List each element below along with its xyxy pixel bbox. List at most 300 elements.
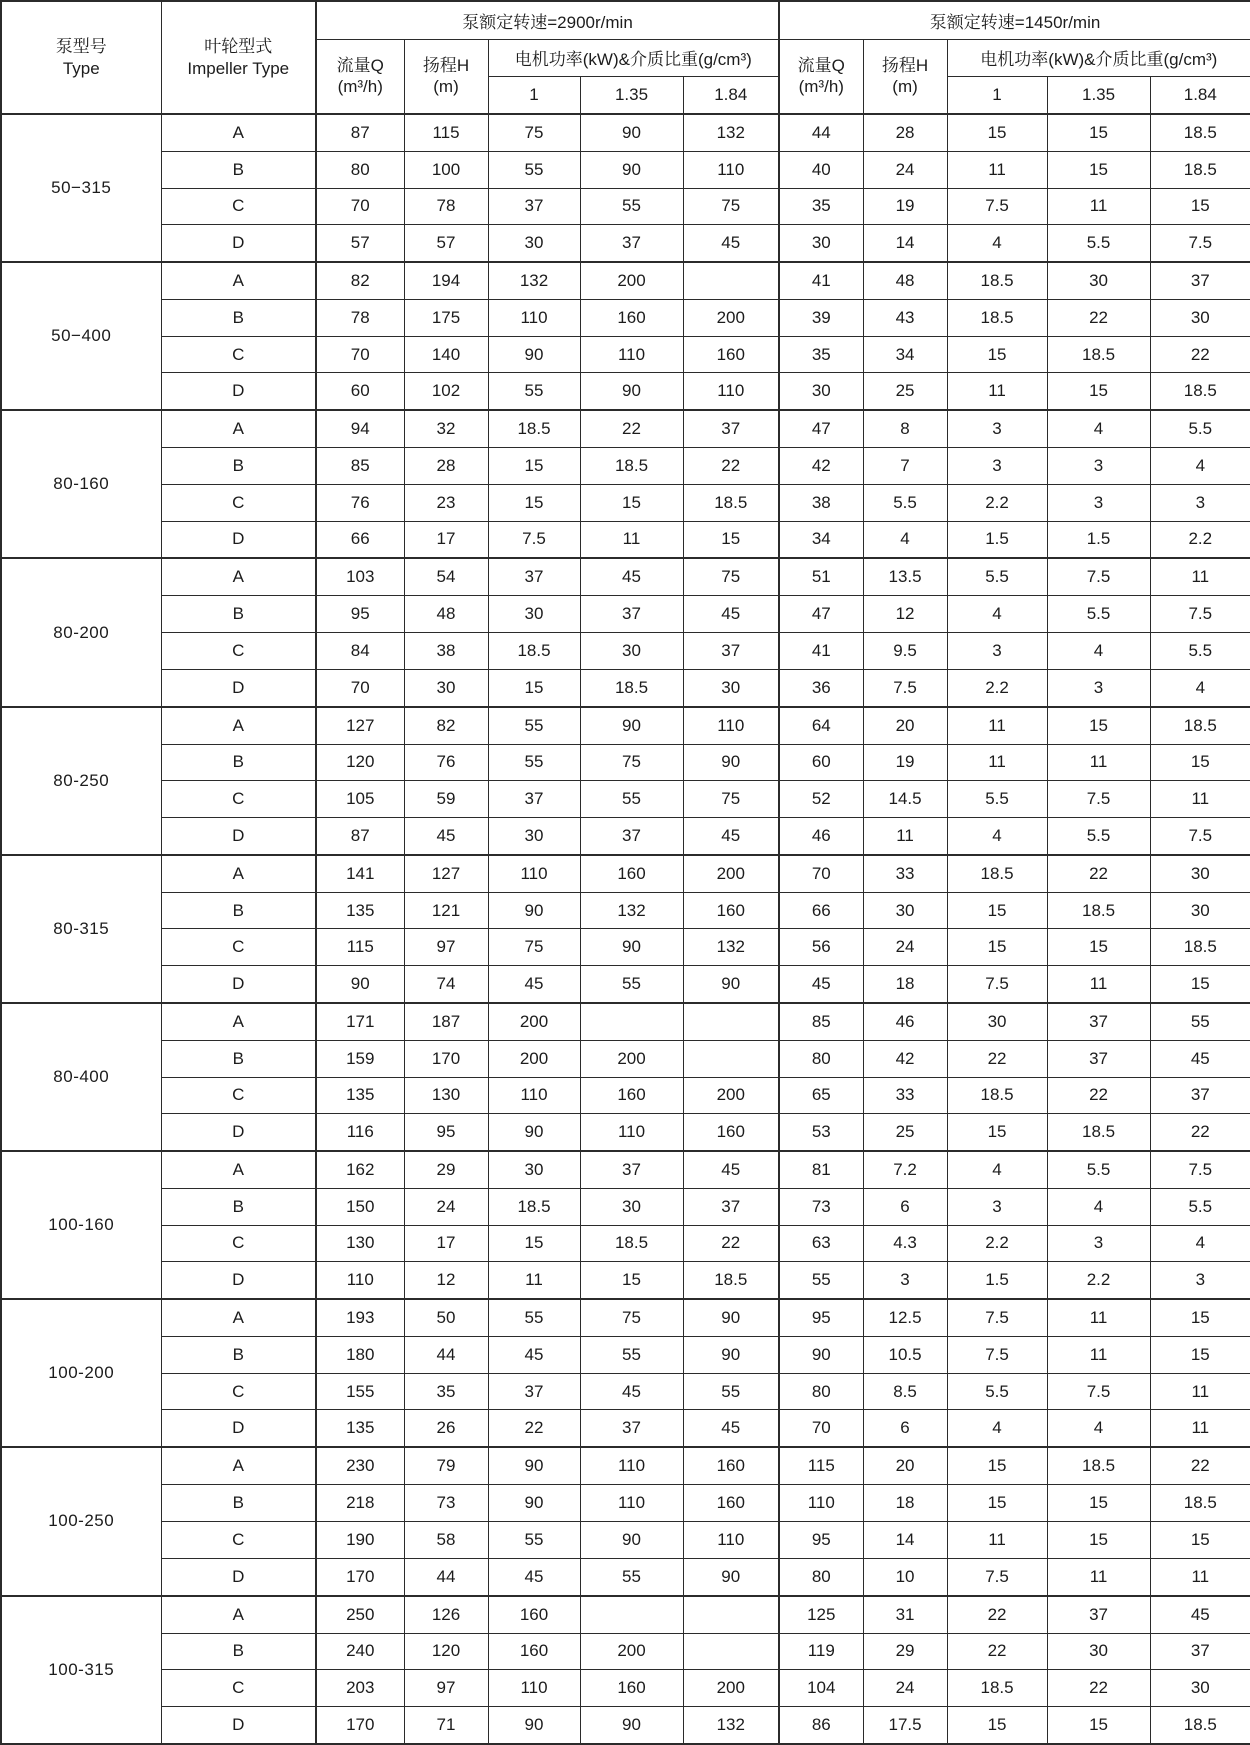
value-cell: 37: [1047, 1040, 1150, 1077]
value-cell: 110: [683, 1521, 779, 1558]
value-cell: 22: [1150, 1114, 1250, 1151]
value-cell: 95: [404, 1114, 488, 1151]
header-impeller-type-cn: 叶轮型式: [204, 37, 273, 57]
value-cell: 71: [404, 1706, 488, 1744]
value-cell: 132: [488, 262, 580, 299]
value-cell: 90: [488, 892, 580, 929]
header-head-2900: [404, 39, 488, 114]
impeller-cell: D: [161, 1706, 316, 1744]
value-cell: 4: [1047, 633, 1150, 670]
pump-type-cell: 50−315: [1, 114, 161, 262]
value-cell: 11: [1150, 1373, 1250, 1410]
value-cell: 22: [580, 410, 683, 447]
table-row: [1, 1447, 1250, 1484]
value-cell: 121: [404, 892, 488, 929]
value-cell: 4: [1047, 1189, 1150, 1226]
value-cell: 75: [683, 558, 779, 595]
value-cell: 11: [1047, 1558, 1150, 1595]
value-cell: 70: [316, 669, 404, 706]
pump-type-cell: 80-400: [1, 1003, 161, 1151]
value-cell: 4: [1150, 448, 1250, 485]
value-cell: 6: [863, 1410, 947, 1447]
value-cell: 37: [683, 633, 779, 670]
value-cell: 97: [404, 929, 488, 966]
value-cell: 15: [1047, 1706, 1150, 1744]
value-cell: 55: [580, 1558, 683, 1595]
value-cell: 200: [580, 262, 683, 299]
value-cell: 2.2: [1047, 1262, 1150, 1299]
value-cell: 30: [488, 817, 580, 854]
value-cell: 55: [580, 188, 683, 225]
value-cell: 15: [488, 484, 580, 521]
value-cell: 90: [580, 1521, 683, 1558]
impeller-cell: D: [161, 1262, 316, 1299]
value-cell: 73: [404, 1485, 488, 1522]
value-cell: 132: [683, 114, 779, 151]
value-cell: 58: [404, 1521, 488, 1558]
value-cell: 203: [316, 1670, 404, 1707]
impeller-cell: A: [161, 1596, 316, 1633]
impeller-cell: A: [161, 1151, 316, 1188]
value-cell: 104: [779, 1670, 863, 1707]
table-row: [1, 1040, 1250, 1077]
value-cell: 18.5: [1150, 114, 1250, 151]
value-cell: 30: [488, 596, 580, 633]
header-power-density-2900: 电机功率(kW)&介质比重(g/cm³): [488, 39, 779, 76]
table-row: [1, 410, 1250, 447]
value-cell: 5.5: [947, 781, 1047, 818]
value-cell: 102: [404, 373, 488, 410]
value-cell: 190: [316, 1521, 404, 1558]
pump-type-cell: 80-250: [1, 707, 161, 855]
table-row: [1, 1670, 1250, 1707]
value-cell: 46: [779, 817, 863, 854]
value-cell: 171: [316, 1003, 404, 1040]
value-cell: 25: [863, 1114, 947, 1151]
value-cell: 1.5: [947, 521, 1047, 558]
value-cell: 37: [683, 410, 779, 447]
impeller-cell: C: [161, 1225, 316, 1262]
value-cell: [683, 1040, 779, 1077]
value-cell: 55: [488, 151, 580, 188]
value-cell: 76: [404, 744, 488, 781]
table-row: [1, 1521, 1250, 1558]
impeller-cell: B: [161, 1040, 316, 1077]
value-cell: 11: [947, 744, 1047, 781]
value-cell: 7.5: [947, 965, 1047, 1002]
value-cell: 110: [683, 707, 779, 744]
impeller-cell: B: [161, 300, 316, 337]
impeller-cell: A: [161, 262, 316, 299]
value-cell: 135: [316, 1410, 404, 1447]
value-cell: 4.3: [863, 1225, 947, 1262]
value-cell: 95: [316, 596, 404, 633]
value-cell: 11: [1150, 1410, 1250, 1447]
value-cell: 75: [580, 744, 683, 781]
impeller-cell: A: [161, 410, 316, 447]
value-cell: 80: [779, 1558, 863, 1595]
value-cell: 94: [316, 410, 404, 447]
value-cell: 55: [488, 1521, 580, 1558]
value-cell: 82: [404, 707, 488, 744]
value-cell: 15: [947, 1114, 1047, 1151]
value-cell: 90: [683, 1558, 779, 1595]
header-pump-type-en: Type: [62, 58, 100, 78]
value-cell: 22: [683, 448, 779, 485]
value-cell: 7.5: [1150, 596, 1250, 633]
value-cell: 11: [1047, 188, 1150, 225]
value-cell: 11: [947, 1521, 1047, 1558]
value-cell: 20: [863, 707, 947, 744]
value-cell: 24: [863, 1670, 947, 1707]
impeller-cell: D: [161, 373, 316, 410]
value-cell: 37: [580, 225, 683, 262]
value-cell: 3: [947, 448, 1047, 485]
value-cell: 30: [947, 1003, 1047, 1040]
value-cell: 7.5: [947, 1337, 1047, 1374]
value-cell: 90: [683, 744, 779, 781]
table-row: [1, 596, 1250, 633]
table-row: [1, 744, 1250, 781]
table-row: [1, 707, 1250, 744]
value-cell: [580, 1003, 683, 1040]
value-cell: 15: [1047, 114, 1150, 151]
value-cell: 7.5: [947, 1558, 1047, 1595]
table-row: [1, 114, 1250, 151]
header-density-1.35-2900: 1.35: [580, 76, 683, 114]
value-cell: 75: [683, 781, 779, 818]
table-row: [1, 1337, 1250, 1374]
value-cell: 3: [863, 1262, 947, 1299]
impeller-cell: D: [161, 1410, 316, 1447]
pump-type-cell: 80-200: [1, 558, 161, 706]
impeller-cell: B: [161, 892, 316, 929]
value-cell: 90: [580, 151, 683, 188]
value-cell: 7.5: [947, 188, 1047, 225]
value-cell: 87: [316, 817, 404, 854]
value-cell: 1.5: [947, 1262, 1047, 1299]
value-cell: 18.5: [947, 262, 1047, 299]
value-cell: 39: [779, 300, 863, 337]
value-cell: 37: [580, 1151, 683, 1188]
value-cell: 11: [947, 707, 1047, 744]
value-cell: 45: [488, 1558, 580, 1595]
value-cell: 17.5: [863, 1706, 947, 1744]
value-cell: 15: [1047, 929, 1150, 966]
value-cell: 55: [580, 781, 683, 818]
value-cell: 15: [1047, 1485, 1150, 1522]
value-cell: 90: [580, 114, 683, 151]
table-row: [1, 1262, 1250, 1299]
value-cell: 100: [404, 151, 488, 188]
value-cell: 48: [404, 596, 488, 633]
value-cell: 160: [580, 1670, 683, 1707]
table-row: [1, 448, 1250, 485]
value-cell: 15: [1047, 151, 1150, 188]
value-cell: 160: [683, 1114, 779, 1151]
value-cell: 73: [779, 1189, 863, 1226]
value-cell: 95: [779, 1299, 863, 1336]
value-cell: 110: [580, 336, 683, 373]
value-cell: 14.5: [863, 781, 947, 818]
header-speed-2900: 泵额定转速=2900r/min: [316, 1, 779, 39]
value-cell: 15: [947, 929, 1047, 966]
value-cell: 160: [580, 300, 683, 337]
value-cell: 200: [683, 1670, 779, 1707]
value-cell: 57: [316, 225, 404, 262]
value-cell: 5.5: [1047, 596, 1150, 633]
value-cell: 160: [683, 1485, 779, 1522]
pump-type-cell: 100-315: [1, 1596, 161, 1744]
value-cell: 28: [404, 448, 488, 485]
value-cell: 55: [580, 965, 683, 1002]
value-cell: 160: [683, 1447, 779, 1484]
value-cell: 40: [779, 151, 863, 188]
value-cell: 22: [947, 1633, 1047, 1670]
header-power-density-1450: 电机功率(kW)&介质比重(g/cm³): [947, 39, 1250, 76]
impeller-cell: A: [161, 855, 316, 892]
value-cell: 110: [580, 1114, 683, 1151]
value-cell: 7.5: [1150, 1151, 1250, 1188]
value-cell: 162: [316, 1151, 404, 1188]
value-cell: 15: [580, 1262, 683, 1299]
value-cell: 41: [779, 262, 863, 299]
value-cell: 110: [580, 1447, 683, 1484]
value-cell: 3: [1150, 1262, 1250, 1299]
value-cell: 130: [404, 1077, 488, 1114]
value-cell: 47: [779, 596, 863, 633]
table-row: [1, 188, 1250, 225]
value-cell: [683, 1596, 779, 1633]
header-head-unit: (m): [433, 77, 459, 97]
value-cell: 4: [947, 1410, 1047, 1447]
impeller-cell: D: [161, 965, 316, 1002]
value-cell: 3: [1047, 484, 1150, 521]
impeller-cell: C: [161, 1521, 316, 1558]
value-cell: 53: [779, 1114, 863, 1151]
value-cell: 11: [1047, 1299, 1150, 1336]
impeller-cell: C: [161, 1077, 316, 1114]
impeller-cell: B: [161, 1633, 316, 1670]
value-cell: 115: [316, 929, 404, 966]
value-cell: 10.5: [863, 1337, 947, 1374]
value-cell: 1.5: [1047, 521, 1150, 558]
value-cell: 29: [404, 1151, 488, 1188]
impeller-cell: B: [161, 448, 316, 485]
value-cell: 150: [316, 1189, 404, 1226]
value-cell: 44: [404, 1337, 488, 1374]
value-cell: 15: [947, 1485, 1047, 1522]
value-cell: 200: [580, 1040, 683, 1077]
header-density-1.35-1450: 1.35: [1047, 76, 1150, 114]
value-cell: 120: [316, 744, 404, 781]
value-cell: 170: [316, 1706, 404, 1744]
value-cell: 3: [1150, 484, 1250, 521]
value-cell: 12.5: [863, 1299, 947, 1336]
value-cell: 33: [863, 1077, 947, 1114]
table-row: [1, 151, 1250, 188]
value-cell: 30: [404, 669, 488, 706]
value-cell: 11: [947, 373, 1047, 410]
value-cell: 55: [580, 1337, 683, 1374]
table-row: [1, 521, 1250, 558]
value-cell: 78: [404, 188, 488, 225]
table-row: [1, 1299, 1250, 1336]
header-density-1.84-1450: 1.84: [1150, 76, 1250, 114]
value-cell: 38: [404, 633, 488, 670]
value-cell: 200: [683, 855, 779, 892]
value-cell: 180: [316, 1337, 404, 1374]
impeller-cell: C: [161, 929, 316, 966]
table-row: [1, 336, 1250, 373]
value-cell: 55: [488, 373, 580, 410]
value-cell: 18.5: [1150, 1485, 1250, 1522]
value-cell: 116: [316, 1114, 404, 1151]
impeller-cell: A: [161, 558, 316, 595]
value-cell: 5.5: [1150, 633, 1250, 670]
value-cell: 14: [863, 225, 947, 262]
header-impeller-type: [161, 1, 316, 114]
value-cell: 18.5: [947, 855, 1047, 892]
value-cell: 127: [316, 707, 404, 744]
value-cell: 78: [316, 300, 404, 337]
header-speed-1450: 泵额定转速=1450r/min: [779, 1, 1250, 39]
impeller-cell: C: [161, 336, 316, 373]
value-cell: 41: [779, 633, 863, 670]
value-cell: 8: [863, 410, 947, 447]
value-cell: 20: [863, 1447, 947, 1484]
value-cell: 80: [779, 1373, 863, 1410]
value-cell: 5.5: [863, 484, 947, 521]
value-cell: 4: [1150, 669, 1250, 706]
value-cell: 36: [779, 669, 863, 706]
impeller-cell: A: [161, 1447, 316, 1484]
value-cell: 2.2: [947, 669, 1047, 706]
value-cell: 15: [1047, 373, 1150, 410]
value-cell: 81: [779, 1151, 863, 1188]
table-row: [1, 300, 1250, 337]
value-cell: 45: [779, 965, 863, 1002]
value-cell: 11: [580, 521, 683, 558]
value-cell: 30: [580, 633, 683, 670]
value-cell: 18.5: [1150, 1706, 1250, 1744]
value-cell: 13.5: [863, 558, 947, 595]
value-cell: 23: [404, 484, 488, 521]
value-cell: 75: [488, 929, 580, 966]
value-cell: 115: [779, 1447, 863, 1484]
value-cell: 63: [779, 1225, 863, 1262]
value-cell: 42: [779, 448, 863, 485]
impeller-cell: D: [161, 225, 316, 262]
value-cell: 18.5: [1150, 151, 1250, 188]
value-cell: 160: [580, 855, 683, 892]
header-density-1-2900: 1: [488, 76, 580, 114]
impeller-cell: C: [161, 1373, 316, 1410]
value-cell: 15: [1150, 1299, 1250, 1336]
value-cell: 125: [779, 1596, 863, 1633]
value-cell: 15: [488, 448, 580, 485]
value-cell: 160: [580, 1077, 683, 1114]
value-cell: 18.5: [1150, 373, 1250, 410]
impeller-cell: D: [161, 521, 316, 558]
value-cell: 45: [1150, 1040, 1250, 1077]
value-cell: 110: [488, 1077, 580, 1114]
value-cell: 82: [316, 262, 404, 299]
value-cell: 135: [316, 1077, 404, 1114]
table-row: [1, 1077, 1250, 1114]
value-cell: 5.5: [1150, 1189, 1250, 1226]
header-head-unit: (m): [892, 77, 918, 97]
value-cell: 15: [683, 521, 779, 558]
value-cell: 155: [316, 1373, 404, 1410]
value-cell: 250: [316, 1596, 404, 1633]
value-cell: 5.5: [1047, 817, 1150, 854]
value-cell: 7.5: [947, 1299, 1047, 1336]
table-row: [1, 965, 1250, 1002]
value-cell: 5.5: [1047, 1151, 1150, 1188]
value-cell: 70: [316, 188, 404, 225]
impeller-cell: C: [161, 484, 316, 521]
value-cell: 70: [779, 855, 863, 892]
value-cell: 8.5: [863, 1373, 947, 1410]
value-cell: 19: [863, 744, 947, 781]
impeller-cell: C: [161, 1670, 316, 1707]
value-cell: 200: [683, 1077, 779, 1114]
table-row: [1, 633, 1250, 670]
value-cell: 66: [779, 892, 863, 929]
table-row: [1, 1596, 1250, 1633]
value-cell: 119: [779, 1633, 863, 1670]
value-cell: 120: [404, 1633, 488, 1670]
value-cell: [683, 1003, 779, 1040]
value-cell: 3: [947, 633, 1047, 670]
pump-type-cell: 80-315: [1, 855, 161, 1003]
value-cell: 135: [316, 892, 404, 929]
value-cell: 22: [947, 1596, 1047, 1633]
value-cell: 7.5: [1150, 225, 1250, 262]
value-cell: 45: [1150, 1596, 1250, 1633]
value-cell: 64: [779, 707, 863, 744]
value-cell: 30: [488, 225, 580, 262]
value-cell: 24: [863, 929, 947, 966]
value-cell: 15: [1150, 965, 1250, 1002]
value-cell: 25: [863, 373, 947, 410]
value-cell: 18.5: [580, 448, 683, 485]
value-cell: 90: [488, 1706, 580, 1744]
value-cell: 22: [488, 1410, 580, 1447]
value-cell: 22: [1047, 855, 1150, 892]
value-cell: 37: [1150, 1633, 1250, 1670]
impeller-cell: B: [161, 1337, 316, 1374]
value-cell: 11: [1150, 558, 1250, 595]
value-cell: 11: [1047, 965, 1150, 1002]
table-row: [1, 929, 1250, 966]
value-cell: 87: [316, 114, 404, 151]
value-cell: 110: [683, 151, 779, 188]
value-cell: 110: [683, 373, 779, 410]
pump-type-cell: 100-160: [1, 1151, 161, 1299]
value-cell: 3: [947, 1189, 1047, 1226]
value-cell: 52: [779, 781, 863, 818]
value-cell: 12: [404, 1262, 488, 1299]
value-cell: 7.5: [488, 521, 580, 558]
value-cell: 95: [779, 1521, 863, 1558]
value-cell: 200: [580, 1633, 683, 1670]
value-cell: 105: [316, 781, 404, 818]
value-cell: 17: [404, 521, 488, 558]
impeller-cell: C: [161, 781, 316, 818]
table-row: [1, 1225, 1250, 1262]
